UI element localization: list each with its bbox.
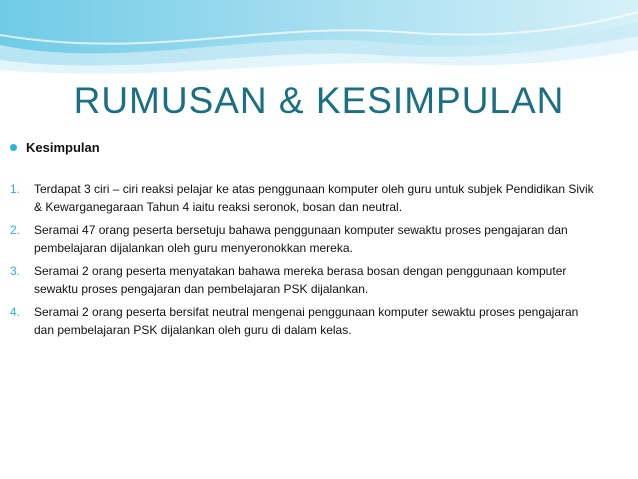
- list-item-number: 4.: [10, 305, 21, 319]
- bullet-kesimpulan: [10, 140, 100, 155]
- list-item-text: Seramai 2 orang peserta bersifat neutral mengenai penggunaan komputer sewaktu proses pengajaran dan pembelajaran PSK dijalankan oleh guru di dalam kelas.: [34, 305, 579, 337]
- list-item: [10, 221, 610, 257]
- list-item-text: Seramai 2 orang peserta menyatakan bahawa mereka berasa bosan dengan penggunaan komputer sewaktu proses pengajaran dan pembelajaran PSK dijalankan.: [34, 264, 567, 296]
- bullet-label: Kesimpulan: [26, 140, 100, 155]
- list-item: [10, 303, 610, 339]
- conclusion-list: [10, 180, 610, 344]
- list-item-text: Terdapat 3 ciri – ciri reaksi pelajar ke atas penggunaan komputer oleh guru untuk subjek Pendidikan Sivik & Kewarganegaraan Tahun 4 iaitu reaksi seronok, bosan dan neutral.: [34, 182, 594, 214]
- list-item-number: 2.: [10, 223, 21, 237]
- list-item-number: 1.: [10, 182, 21, 196]
- header-wave-decoration: [0, 0, 638, 80]
- list-item: [10, 262, 610, 298]
- list-item-number: 3.: [10, 264, 21, 278]
- list-item-text: Seramai 47 orang peserta bersetuju bahawa penggunaan komputer sewaktu proses pengajaran dan pembelajaran dijalankan oleh guru menyeronokkan mereka.: [34, 223, 568, 255]
- bullet-dot-icon: [10, 144, 17, 151]
- slide-title: RUMUSAN & KESIMPULAN: [73, 80, 565, 121]
- list-item: [10, 180, 610, 216]
